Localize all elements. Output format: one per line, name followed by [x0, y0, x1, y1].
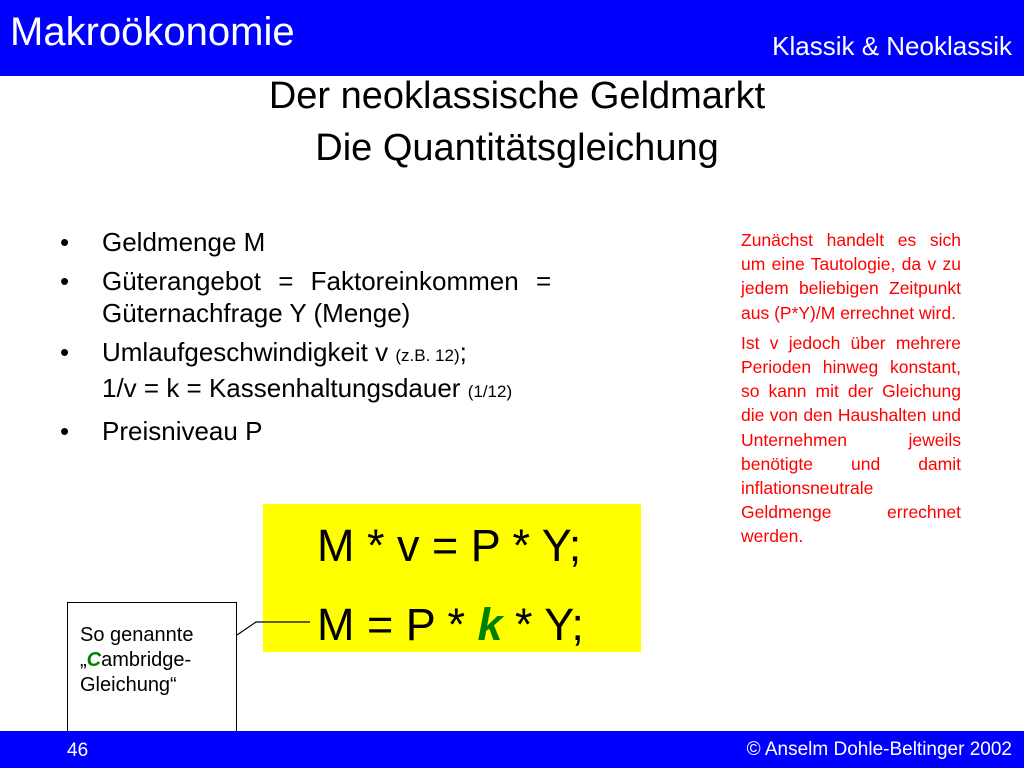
bullet-text: Güternachfrage Y (Menge) — [102, 298, 411, 328]
callout-quote: „ — [80, 649, 87, 671]
bullet-text: Preisniveau P — [102, 416, 263, 446]
footer-bar — [0, 731, 1024, 768]
bullet-text: 1/v = k = Kassenhaltungsdauer — [102, 373, 468, 403]
bullet-text: Geldmenge M — [102, 227, 266, 257]
bullet-separator: ; — [459, 337, 467, 367]
side-note-paragraph: Zunächst handelt es sich um eine Tautologie, da v zu jedem beliebigen Zeitpunkt aus (P*Y)/M errechnet wird. — [741, 230, 961, 323]
equation-part: M = P * — [317, 599, 478, 650]
slide-title: Der neoklassische Geldmarkt — [268, 75, 766, 117]
bullet-note: (1/12) — [467, 382, 513, 401]
bullet-icon: • — [60, 227, 70, 257]
bullet-icon: • — [60, 266, 70, 296]
bullet-text: Umlaufgeschwindigkeit v — [102, 337, 396, 367]
equation-part: * Y; — [502, 599, 584, 650]
bullet-note: (z.B. 12) — [395, 346, 460, 365]
callout-text: Gleichung“ — [80, 674, 177, 696]
quantity-equation: M * v = P * Y; — [317, 520, 582, 571]
k-variable: k — [477, 599, 503, 650]
callout-text: ambridge- — [101, 649, 192, 671]
side-note-paragraph: Ist v jedoch über mehrere Perioden hinweg konstant, so kann mit der Gleichung die von den Haushalten und Unternehmen jeweils benötigte und damit inflationsneutrale Geldmenge errechnet werden. — [741, 332, 961, 547]
chapter-label: Klassik & Neoklassik — [772, 31, 1012, 61]
callout-box — [67, 602, 237, 732]
copyright-text: © Anselm Dohle-Beltinger 2002 — [746, 739, 1012, 760]
callout-c-letter: C — [86, 649, 102, 671]
page-number: 46 — [67, 740, 89, 761]
bullet-text: Güterangebot = Faktoreinkommen = — [102, 266, 552, 296]
app-title: Makroökonomie — [10, 10, 295, 54]
bullet-icon: • — [60, 416, 70, 446]
callout-text: So genannte — [80, 624, 194, 646]
slide-subtitle: Die Quantitätsgleichung — [315, 127, 719, 169]
bullet-icon: • — [60, 337, 70, 367]
